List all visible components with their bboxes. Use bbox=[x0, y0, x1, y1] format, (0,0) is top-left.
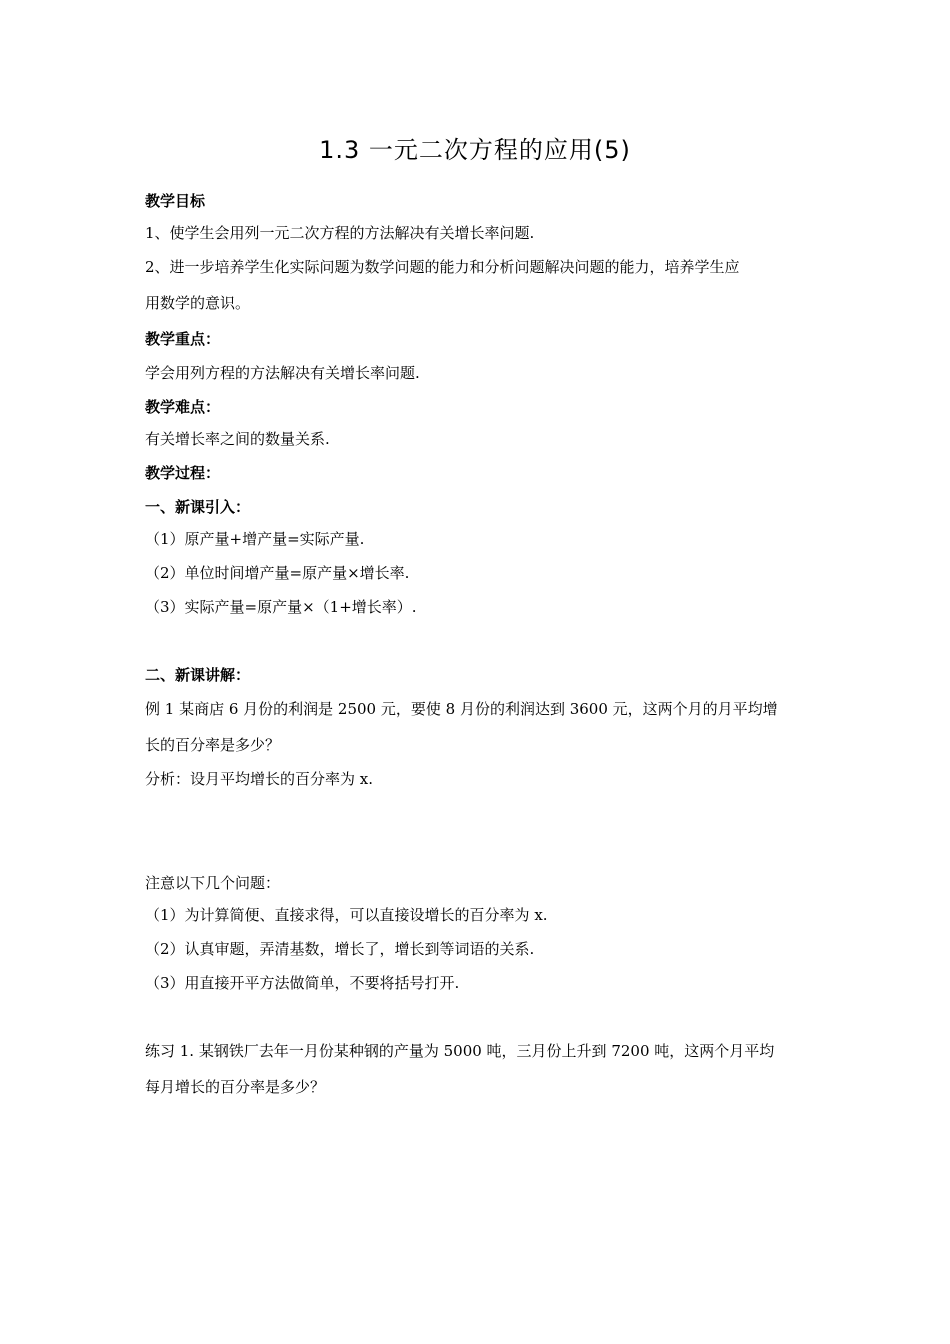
process-heading: 教学过程： bbox=[145, 464, 221, 482]
objective-item-2-line-2: 用数学的意识。 bbox=[145, 294, 251, 312]
difficulties-text: 有关增长率之间的数量关系. bbox=[145, 430, 330, 448]
example-1-line-2: 长的百分率是多少？ bbox=[145, 736, 281, 754]
intro-item-1: （1）原产量+增产量=实际产量. bbox=[145, 530, 365, 548]
notes-heading: 注意以下几个问题： bbox=[145, 874, 281, 892]
difficulties-heading: 教学难点： bbox=[145, 398, 221, 416]
intro-item-2: （2）单位时间增产量=原产量×增长率. bbox=[145, 564, 410, 582]
objective-item-2-line-1: 2、进一步培养学生化实际问题为数学问题的能力和分析问题解决问题的能力，培养学生应 bbox=[145, 258, 740, 276]
example-1-line-1: 例 1 某商店 6 月份的利润是 2500 元，要使 8 月份的利润达到 3600 元，这两个月的月平均增 bbox=[145, 700, 778, 718]
key-points-heading: 教学重点： bbox=[145, 330, 221, 348]
note-item-3: （3）用直接开平方法做简单，不要将括号打开. bbox=[145, 974, 460, 992]
exercise-1-line-1: 练习 1. 某钢铁厂去年一月份某种钢的产量为 5000 吨，三月份上升到 7200 吨，这两个月平均 bbox=[145, 1042, 775, 1060]
lecture-heading: 二、新课讲解： bbox=[145, 666, 251, 684]
intro-item-3: （3）实际产量=原产量×（1+增长率）. bbox=[145, 598, 417, 616]
exercise-1-line-2: 每月增长的百分率是多少？ bbox=[145, 1078, 326, 1096]
objective-item-1: 1、使学生会用列一元二次方程的方法解决有关增长率问题. bbox=[145, 224, 535, 242]
objectives-heading: 教学目标 bbox=[145, 192, 206, 210]
analysis-text: 分析：设月平均增长的百分率为 x. bbox=[145, 770, 373, 788]
page-title: 1.3 一元二次方程的应用(5) bbox=[319, 136, 631, 164]
note-item-2: （2）认真审题，弄清基数，增长了，增长到等词语的关系. bbox=[145, 940, 535, 958]
key-points-text: 学会用列方程的方法解决有关增长率问题. bbox=[145, 364, 420, 382]
note-item-1: （1）为计算简便、直接求得，可以直接设增长的百分率为 x. bbox=[145, 906, 548, 924]
intro-heading: 一、新课引入： bbox=[145, 498, 251, 516]
